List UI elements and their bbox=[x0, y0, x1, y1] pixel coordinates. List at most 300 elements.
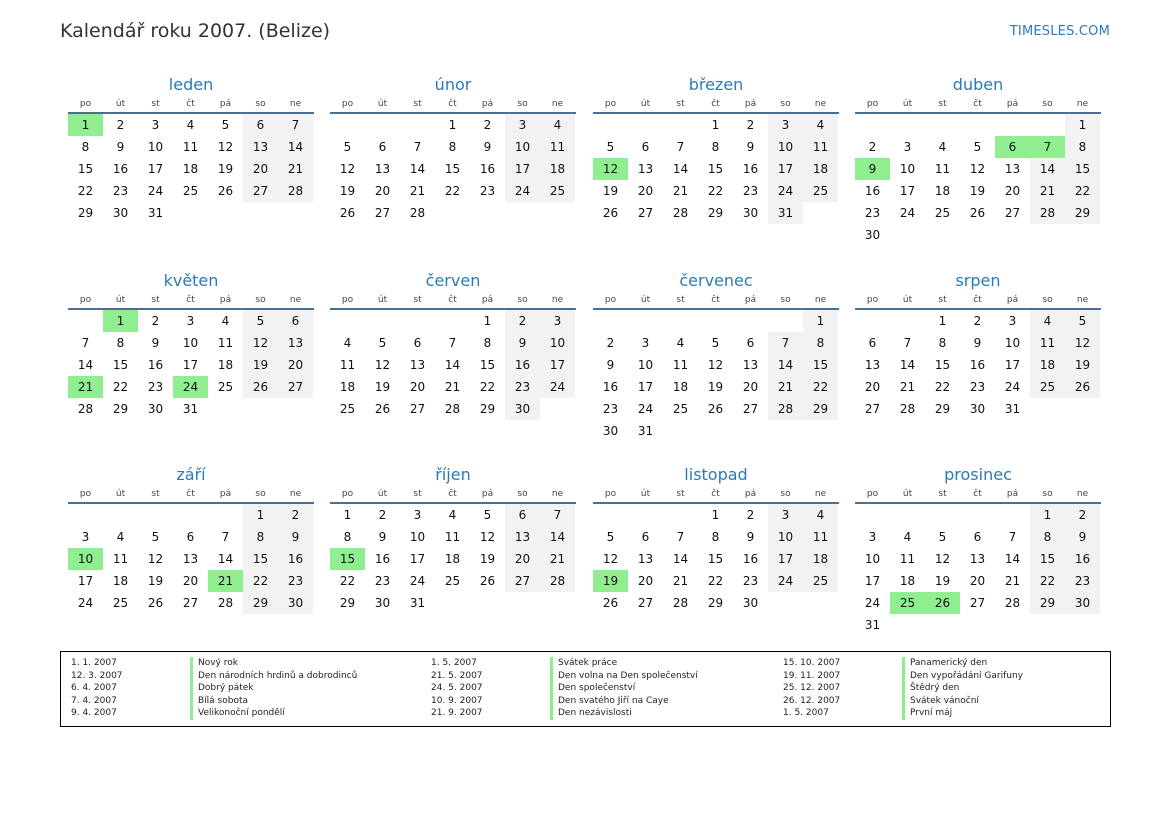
empty-day-cell bbox=[890, 114, 925, 136]
month-name: červenec bbox=[679, 271, 753, 290]
week-row bbox=[330, 376, 576, 398]
empty-day-cell bbox=[243, 398, 278, 420]
day-cell: 29 bbox=[707, 596, 724, 610]
week-row bbox=[593, 376, 839, 398]
legend-holiday-name: Svátek vánoční bbox=[902, 695, 979, 708]
day-cell: 16 bbox=[278, 548, 313, 570]
weekday-label: st bbox=[938, 295, 947, 305]
empty-day-cell bbox=[698, 310, 733, 332]
day-cell: 20 bbox=[278, 354, 313, 376]
month-name: srpen bbox=[955, 271, 1001, 290]
day-cell: 3 bbox=[186, 314, 195, 328]
day-cell: 12 bbox=[147, 552, 164, 566]
day-cell: 24 bbox=[899, 206, 916, 220]
weekday-label: st bbox=[151, 99, 160, 109]
day-cell: 7 bbox=[540, 504, 575, 526]
week-row bbox=[855, 180, 1101, 202]
day-cell: 31 bbox=[637, 424, 654, 438]
day-cell: 15 bbox=[444, 162, 461, 176]
day-cell: 23 bbox=[969, 380, 986, 394]
week-row bbox=[68, 398, 314, 420]
day-cell: 16 bbox=[1065, 548, 1100, 570]
day-cell: 12 bbox=[707, 358, 724, 372]
day-cell: 22 bbox=[1030, 570, 1065, 592]
day-cell: 3 bbox=[903, 140, 912, 154]
empty-day-cell bbox=[768, 592, 803, 614]
day-cell: 28 bbox=[409, 206, 426, 220]
day-cell: 19 bbox=[217, 162, 234, 176]
weekday-label: ne bbox=[1076, 295, 1089, 305]
day-cell: 27 bbox=[409, 402, 426, 416]
week-row bbox=[855, 332, 1101, 354]
week-row bbox=[855, 398, 1101, 420]
legend-item bbox=[431, 695, 698, 708]
day-cell: 9 bbox=[378, 530, 387, 544]
day-cell: 20 bbox=[409, 380, 426, 394]
empty-day-cell bbox=[855, 310, 890, 332]
empty-day-cell bbox=[1030, 398, 1065, 420]
weekday-label: ne bbox=[814, 295, 827, 305]
empty-day-cell bbox=[400, 114, 435, 136]
day-cell: 23 bbox=[479, 184, 496, 198]
day-cell: 27 bbox=[182, 596, 199, 610]
day-cell: 31 bbox=[409, 596, 426, 610]
legend-item bbox=[783, 695, 1023, 708]
month-calendar bbox=[330, 72, 576, 224]
day-cell: 5 bbox=[378, 336, 387, 350]
legend-item bbox=[71, 695, 357, 708]
day-cell: 13 bbox=[742, 358, 759, 372]
week-row bbox=[330, 136, 576, 158]
empty-day-cell bbox=[1065, 398, 1100, 420]
empty-day-cell bbox=[960, 114, 995, 136]
week-row bbox=[330, 158, 576, 180]
empty-day-cell bbox=[593, 504, 628, 526]
day-cell: 14 bbox=[1004, 552, 1021, 566]
weekday-label: čt bbox=[448, 489, 457, 499]
day-cell: 3 bbox=[641, 336, 650, 350]
weekday-label: út bbox=[640, 295, 651, 305]
day-cell: 1 bbox=[1030, 504, 1065, 526]
weekday-label: pá bbox=[1006, 489, 1019, 499]
empty-day-cell bbox=[995, 224, 1030, 246]
day-cell: 22 bbox=[707, 574, 724, 588]
empty-day-cell bbox=[768, 420, 803, 442]
day-cell: 7 bbox=[676, 140, 685, 154]
week-row bbox=[330, 114, 576, 136]
empty-day-cell bbox=[540, 202, 575, 224]
day-cell: 24 bbox=[637, 402, 654, 416]
day-cell: 28 bbox=[672, 206, 689, 220]
day-cell: 29 bbox=[339, 596, 356, 610]
day-cell: 8 bbox=[343, 530, 352, 544]
week-row bbox=[855, 114, 1101, 136]
weekday-label: čt bbox=[186, 489, 195, 499]
day-cell: 6 bbox=[505, 504, 540, 526]
weekday-label: út bbox=[902, 99, 913, 109]
day-cell: 25 bbox=[672, 402, 689, 416]
day-cell: 28 bbox=[899, 402, 916, 416]
legend-date: 1. 5. 2007 bbox=[431, 658, 477, 668]
week-row bbox=[855, 310, 1101, 332]
weekday-label: čt bbox=[448, 295, 457, 305]
day-cell: 16 bbox=[864, 184, 881, 198]
week-row bbox=[68, 180, 314, 202]
weekday-label: út bbox=[115, 489, 126, 499]
day-cell: 14 bbox=[672, 162, 689, 176]
day-cell: 29 bbox=[77, 206, 94, 220]
weekday-label: st bbox=[676, 489, 685, 499]
week-row bbox=[68, 376, 314, 398]
weekday-label: ne bbox=[289, 99, 302, 109]
legend-date: 10. 9. 2007 bbox=[431, 695, 483, 706]
weekday-label: st bbox=[938, 489, 947, 499]
day-cell: 3 bbox=[1008, 314, 1017, 328]
weekday-label: ne bbox=[289, 295, 302, 305]
month-name: duben bbox=[952, 75, 1004, 94]
holiday-day-cell: 25 bbox=[890, 592, 925, 614]
day-cell: 15 bbox=[934, 358, 951, 372]
weekday-label: st bbox=[413, 99, 422, 109]
weekday-label: čt bbox=[448, 99, 457, 109]
day-cell: 5 bbox=[483, 508, 492, 522]
day-cell: 29 bbox=[707, 206, 724, 220]
day-cell: 13 bbox=[374, 162, 391, 176]
day-cell: 18 bbox=[1030, 354, 1065, 376]
month-calendar bbox=[593, 268, 839, 442]
day-cell: 14 bbox=[768, 354, 803, 376]
day-cell: 26 bbox=[479, 574, 496, 588]
day-cell: 24 bbox=[540, 376, 575, 398]
day-cell: 26 bbox=[217, 184, 234, 198]
day-cell: 10 bbox=[505, 136, 540, 158]
day-cell: 16 bbox=[969, 358, 986, 372]
day-cell: 25 bbox=[112, 596, 129, 610]
day-cell: 4 bbox=[903, 530, 912, 544]
day-cell: 1 bbox=[938, 314, 947, 328]
day-cell: 26 bbox=[147, 596, 164, 610]
day-cell: 15 bbox=[803, 354, 838, 376]
day-cell: 17 bbox=[540, 354, 575, 376]
day-cell: 20 bbox=[742, 380, 759, 394]
day-cell: 11 bbox=[182, 140, 199, 154]
day-cell: 18 bbox=[899, 574, 916, 588]
day-cell: 9 bbox=[746, 530, 755, 544]
weekday-label: út bbox=[640, 99, 651, 109]
weekday-label: ne bbox=[551, 99, 564, 109]
day-cell: 4 bbox=[1030, 310, 1065, 332]
site-link[interactable]: TIMESLES.COM bbox=[1009, 24, 1110, 39]
empty-day-cell bbox=[278, 398, 313, 420]
day-cell: 9 bbox=[606, 358, 615, 372]
day-cell: 29 bbox=[479, 402, 496, 416]
day-cell: 13 bbox=[409, 358, 426, 372]
day-cell: 28 bbox=[1004, 596, 1021, 610]
week-row bbox=[855, 224, 1101, 246]
week-row bbox=[593, 548, 839, 570]
empty-day-cell bbox=[173, 504, 208, 526]
day-cell: 2 bbox=[746, 118, 755, 132]
day-cell: 29 bbox=[803, 398, 838, 420]
day-cell: 10 bbox=[1004, 336, 1021, 350]
legend-date: 6. 4. 2007 bbox=[71, 683, 117, 694]
legend-item bbox=[431, 670, 698, 683]
day-cell: 10 bbox=[540, 332, 575, 354]
legend-date: 25. 12. 2007 bbox=[783, 683, 841, 694]
day-cell: 1 bbox=[243, 504, 278, 526]
legend-date: 15. 10. 2007 bbox=[783, 658, 841, 668]
week-row bbox=[593, 420, 839, 442]
day-cell: 24 bbox=[1004, 380, 1021, 394]
weekday-label: čt bbox=[973, 489, 982, 499]
week-row bbox=[855, 526, 1101, 548]
weekday-label: po bbox=[79, 99, 92, 109]
day-cell: 25 bbox=[217, 380, 234, 394]
weekday-header bbox=[593, 293, 839, 310]
empty-day-cell bbox=[330, 114, 365, 136]
week-row bbox=[68, 592, 314, 614]
empty-day-cell bbox=[593, 114, 628, 136]
day-cell: 8 bbox=[1030, 526, 1065, 548]
day-cell: 22 bbox=[243, 570, 278, 592]
week-row bbox=[593, 398, 839, 420]
empty-day-cell bbox=[698, 420, 733, 442]
empty-day-cell bbox=[803, 420, 838, 442]
weekday-label: ne bbox=[814, 99, 827, 109]
holiday-day-cell: 1 bbox=[68, 114, 103, 136]
weekday-label: so bbox=[780, 99, 791, 109]
weekday-label: út bbox=[902, 489, 913, 499]
empty-day-cell bbox=[173, 202, 208, 224]
day-cell: 26 bbox=[707, 402, 724, 416]
legend-column bbox=[783, 657, 1023, 720]
empty-day-cell bbox=[733, 310, 768, 332]
month-name: květen bbox=[163, 271, 219, 290]
day-cell: 3 bbox=[768, 504, 803, 526]
day-cell: 14 bbox=[444, 358, 461, 372]
week-row bbox=[330, 570, 576, 592]
day-cell: 25 bbox=[444, 574, 461, 588]
weekday-label: pá bbox=[744, 99, 757, 109]
day-cell: 16 bbox=[742, 162, 759, 176]
day-cell: 9 bbox=[116, 140, 125, 154]
week-row bbox=[330, 202, 576, 224]
day-cell: 11 bbox=[339, 358, 356, 372]
day-cell: 17 bbox=[77, 574, 94, 588]
day-cell: 8 bbox=[243, 526, 278, 548]
day-cell: 14 bbox=[672, 552, 689, 566]
day-cell: 8 bbox=[483, 336, 492, 350]
day-cell: 21 bbox=[540, 548, 575, 570]
day-cell: 6 bbox=[186, 530, 195, 544]
legend-holiday-name: Štědrý den bbox=[902, 682, 959, 695]
day-cell: 6 bbox=[973, 530, 982, 544]
day-cell: 28 bbox=[217, 596, 234, 610]
weekday-label: so bbox=[1042, 295, 1053, 305]
day-cell: 30 bbox=[742, 206, 759, 220]
weekday-label: st bbox=[151, 295, 160, 305]
day-cell: 21 bbox=[444, 380, 461, 394]
day-cell: 9 bbox=[973, 336, 982, 350]
holiday-day-cell: 1 bbox=[103, 310, 138, 332]
holiday-day-cell: 7 bbox=[1030, 136, 1065, 158]
empty-day-cell bbox=[768, 310, 803, 332]
weekday-label: pá bbox=[219, 295, 232, 305]
week-row bbox=[68, 354, 314, 376]
day-cell: 18 bbox=[182, 162, 199, 176]
day-cell: 20 bbox=[637, 184, 654, 198]
weekday-label: so bbox=[780, 295, 791, 305]
week-row bbox=[855, 376, 1101, 398]
empty-day-cell bbox=[68, 504, 103, 526]
day-cell: 26 bbox=[243, 376, 278, 398]
day-cell: 14 bbox=[1030, 158, 1065, 180]
week-row bbox=[855, 158, 1101, 180]
week-row bbox=[593, 592, 839, 614]
day-cell: 5 bbox=[221, 118, 230, 132]
day-cell: 8 bbox=[803, 332, 838, 354]
empty-day-cell bbox=[925, 114, 960, 136]
day-cell: 23 bbox=[374, 574, 391, 588]
legend-holiday-name: Nový rok bbox=[190, 657, 238, 670]
day-cell: 23 bbox=[112, 184, 129, 198]
day-cell: 17 bbox=[637, 380, 654, 394]
week-row bbox=[593, 114, 839, 136]
day-cell: 5 bbox=[606, 530, 615, 544]
day-cell: 26 bbox=[374, 402, 391, 416]
empty-day-cell bbox=[995, 504, 1030, 526]
day-cell: 22 bbox=[444, 184, 461, 198]
weekday-label: po bbox=[341, 489, 354, 499]
day-cell: 19 bbox=[243, 354, 278, 376]
day-cell: 27 bbox=[969, 596, 986, 610]
legend-holiday-name: Svátek práce bbox=[550, 657, 617, 670]
day-cell: 8 bbox=[116, 336, 125, 350]
day-cell: 18 bbox=[217, 358, 234, 372]
day-cell: 11 bbox=[444, 530, 461, 544]
month-name: únor bbox=[434, 75, 472, 94]
weekday-label: pá bbox=[481, 295, 494, 305]
day-cell: 3 bbox=[868, 530, 877, 544]
day-cell: 4 bbox=[343, 336, 352, 350]
day-cell: 8 bbox=[448, 140, 457, 154]
empty-day-cell bbox=[330, 310, 365, 332]
weekday-header bbox=[330, 293, 576, 310]
day-cell: 24 bbox=[409, 574, 426, 588]
day-cell: 28 bbox=[1030, 202, 1065, 224]
day-cell: 13 bbox=[278, 332, 313, 354]
day-cell: 21 bbox=[672, 184, 689, 198]
day-cell: 22 bbox=[339, 574, 356, 588]
weekday-label: po bbox=[604, 99, 617, 109]
week-row bbox=[855, 548, 1101, 570]
month-calendar bbox=[330, 268, 576, 420]
day-cell: 5 bbox=[973, 140, 982, 154]
week-row bbox=[330, 526, 576, 548]
day-cell: 6 bbox=[641, 140, 650, 154]
legend-holiday-name: Velikonoční pondělí bbox=[190, 707, 285, 720]
day-cell: 20 bbox=[969, 574, 986, 588]
week-row bbox=[855, 504, 1101, 526]
week-row bbox=[855, 136, 1101, 158]
empty-day-cell bbox=[803, 202, 838, 224]
day-cell: 31 bbox=[147, 206, 164, 220]
day-cell: 15 bbox=[1065, 158, 1100, 180]
weekday-label: po bbox=[604, 295, 617, 305]
day-cell: 3 bbox=[505, 114, 540, 136]
weekday-label: so bbox=[255, 99, 266, 109]
month-name: září bbox=[176, 465, 206, 484]
day-cell: 18 bbox=[112, 574, 129, 588]
empty-day-cell bbox=[365, 114, 400, 136]
day-cell: 9 bbox=[278, 526, 313, 548]
legend-item bbox=[71, 670, 357, 683]
day-cell: 4 bbox=[938, 140, 947, 154]
day-cell: 20 bbox=[182, 574, 199, 588]
empty-day-cell bbox=[663, 504, 698, 526]
day-cell: 17 bbox=[1004, 358, 1021, 372]
day-cell: 18 bbox=[672, 380, 689, 394]
day-cell: 1 bbox=[711, 118, 720, 132]
day-cell: 22 bbox=[112, 380, 129, 394]
week-row bbox=[330, 354, 576, 376]
week-row bbox=[593, 158, 839, 180]
day-cell: 6 bbox=[378, 140, 387, 154]
day-cell: 24 bbox=[505, 180, 540, 202]
weekday-label: čt bbox=[711, 99, 720, 109]
week-row bbox=[855, 614, 1101, 636]
day-cell: 27 bbox=[637, 206, 654, 220]
day-cell: 30 bbox=[1065, 592, 1100, 614]
day-cell: 23 bbox=[742, 184, 759, 198]
weekday-header bbox=[593, 487, 839, 504]
day-cell: 27 bbox=[374, 206, 391, 220]
day-cell: 16 bbox=[374, 552, 391, 566]
day-cell: 23 bbox=[278, 570, 313, 592]
day-cell: 8 bbox=[711, 530, 720, 544]
empty-day-cell bbox=[1030, 114, 1065, 136]
day-cell: 24 bbox=[864, 596, 881, 610]
day-cell: 4 bbox=[116, 530, 125, 544]
day-cell: 26 bbox=[339, 206, 356, 220]
weekday-label: út bbox=[115, 99, 126, 109]
weekday-label: po bbox=[866, 99, 879, 109]
day-cell: 9 bbox=[151, 336, 160, 350]
empty-day-cell bbox=[960, 614, 995, 636]
day-cell: 10 bbox=[899, 162, 916, 176]
empty-day-cell bbox=[470, 202, 505, 224]
day-cell: 25 bbox=[182, 184, 199, 198]
day-cell: 23 bbox=[147, 380, 164, 394]
week-row bbox=[593, 136, 839, 158]
day-cell: 10 bbox=[864, 552, 881, 566]
month-calendar bbox=[855, 462, 1101, 636]
empty-day-cell bbox=[540, 398, 575, 420]
legend-holiday-name: První máj bbox=[902, 707, 952, 720]
week-row bbox=[330, 548, 576, 570]
empty-day-cell bbox=[243, 202, 278, 224]
day-cell: 2 bbox=[868, 140, 877, 154]
day-cell: 6 bbox=[746, 336, 755, 350]
holiday-legend bbox=[60, 651, 1111, 727]
empty-day-cell bbox=[925, 224, 960, 246]
day-cell: 12 bbox=[934, 552, 951, 566]
legend-item bbox=[71, 707, 357, 720]
week-row bbox=[593, 570, 839, 592]
day-cell: 11 bbox=[540, 136, 575, 158]
day-cell: 17 bbox=[768, 548, 803, 570]
day-cell: 30 bbox=[278, 592, 313, 614]
